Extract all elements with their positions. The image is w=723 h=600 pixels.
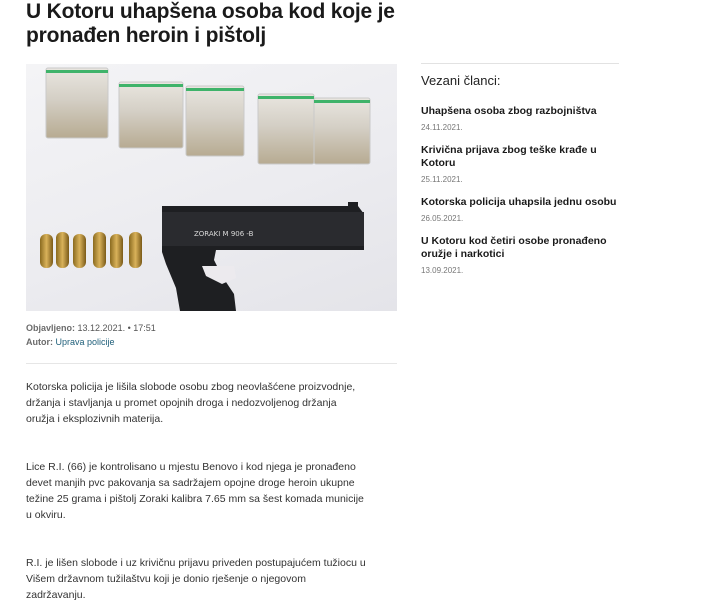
related-date: 25.11.2021.	[421, 175, 463, 184]
drug-bag	[46, 68, 108, 138]
article-body	[26, 379, 366, 600]
related-item	[421, 235, 619, 275]
published-label: Objavljeno:	[26, 323, 76, 333]
related-link[interactable]: Kotorska policija uhapsila jednu osobu	[421, 196, 617, 208]
related-link[interactable]: U Kotoru kod četiri osobe pronađeno oružje i narkotici	[421, 235, 607, 260]
related-item	[421, 196, 619, 223]
published-date: 13.12.2021.	[77, 323, 126, 333]
article-paragraph: R.I. je lišen slobode i uz krivičnu prijavu priveden postupajućem tužiocu u Višem državnom tužilaštvu koji je donio rješenje o njegovom zadržavanju.	[26, 557, 366, 600]
drug-bag	[258, 94, 314, 164]
article-paragraph: Lice R.I. (66) je kontrolisano u mjestu Benovo i kod njega je pronađeno devet manjih pvc pakovanja sa sadržajem opojne droge heroin ukupne težine 25 grama i pištolj Zoraki kalibra 7.65 mm sa šest komada municije u okviru.	[26, 461, 364, 521]
related-articles	[421, 63, 619, 287]
article-paragraph: Kotorska policija je lišila slobode osobu zbog neovlašćene proizvodnje, držanja i stavljanja u promet opojnih droga i nedozvoljenog držanja oružja i eksplozivnih materija.	[26, 381, 356, 425]
article-meta	[26, 321, 156, 349]
pistol	[162, 202, 364, 311]
related-item	[421, 105, 619, 132]
published-row	[26, 321, 156, 335]
related-date: 13.09.2021.	[421, 266, 464, 275]
ammunition	[40, 232, 142, 268]
related-date: 24.11.2021.	[421, 123, 463, 132]
drug-bag	[186, 86, 244, 156]
related-link[interactable]: Uhapšena osoba zbog razbojništva	[421, 105, 597, 117]
article-photo[interactable]	[26, 64, 397, 311]
author-row	[26, 335, 156, 349]
sidebar-divider	[421, 63, 619, 64]
related-link[interactable]: Krivična prijava zbog teške krađe u Kotoru	[421, 144, 597, 169]
pistol-engraving: ZORAKI M 906 -B	[194, 230, 254, 238]
published-separator: •	[127, 323, 131, 333]
related-item	[421, 144, 619, 184]
author-label: Autor:	[26, 337, 53, 347]
published-time: 17:51	[133, 323, 156, 333]
photo-evidence-icon	[26, 64, 397, 311]
article-title: U Kotoru uhapšena osoba kod koje je pronađen heroin i pištolj	[26, 0, 395, 47]
drug-bag	[119, 82, 183, 148]
meta-divider	[26, 363, 397, 364]
related-date: 26.05.2021.	[421, 214, 464, 223]
author-link[interactable]: Uprava policije	[55, 337, 115, 347]
related-heading: Vezani članci:	[421, 73, 501, 88]
drug-bag	[314, 98, 370, 164]
